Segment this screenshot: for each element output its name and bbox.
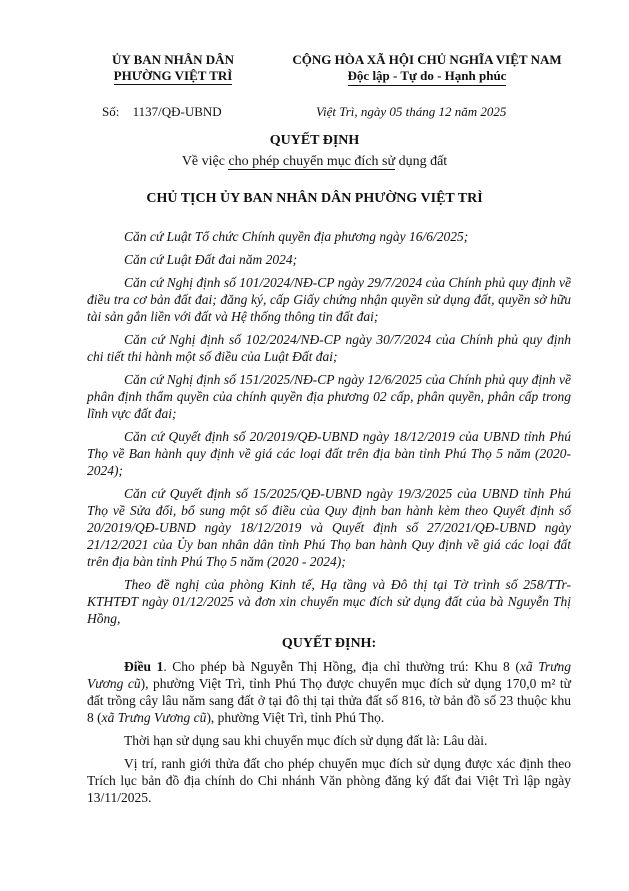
subject-suffix: dụng đất	[395, 154, 448, 169]
document-number-label: Số:	[102, 104, 120, 119]
parcel-location: Vị trí, ranh giới thửa đất cho phép chuyển mục đích sử dụng được xác định theo Trích lục bản đồ địa chính do Chi nhánh Văn phòng đăng ký đất đai Việt Trì lập ngày 13/11/2025.	[87, 756, 571, 805]
legal-basis-6: Căn cứ Quyết định số 20/2019/QĐ-UBND ngày 18/12/2019 của UBND tỉnh Phú Thọ về Ban hành quy định về giá các loại đất trên địa bàn tỉnh Phú Thọ 5 năm (2020-2024);	[87, 429, 571, 478]
document-number-value: 1137/QĐ-UBND	[132, 104, 222, 119]
legal-basis-2: Căn cứ Luật Đất đai năm 2024;	[124, 252, 298, 267]
article-1-text-a: . Cho phép bà Nguyễn Thị Hồng, địa chỉ thường trú: Khu 8 (	[163, 659, 520, 674]
org-line-1: ỦY BAN NHÂN DÂN	[112, 52, 234, 67]
article-1-text-b: ), phường Việt Trì, tỉnh Phú Thọ được chuyển mục đích sử dụng 170,0 m² từ đất trồng cây lâu năm sang đất ở tại đô thị tại thửa đất số 816, tờ bản đồ số 23 thuộc khu 8 (	[87, 676, 571, 725]
legal-basis-4: Căn cứ Nghị định số 102/2024/NĐ-CP ngày 30/7/2024 của Chính phủ quy định chi tiết thi hành một số điều của Luật Đất đai;	[87, 332, 571, 364]
issuing-official-title: CHỦ TỊCH ỦY BAN NHÂN DÂN PHƯỜNG VIỆT TRÌ	[146, 191, 483, 206]
org-line-2: PHƯỜNG VIỆT TRÌ	[113, 68, 233, 83]
article-1-old-commune-a: xã Trưng Vương cũ	[87, 659, 572, 691]
decision-heading: QUYẾT ĐỊNH:	[281, 636, 377, 651]
nation-line-1: CỘNG HÒA XÃ HỘI CHỦ NGHĨA VIỆT NAM	[292, 52, 562, 67]
article-1	[87, 658, 571, 726]
document-type: QUYẾT ĐỊNH	[269, 133, 360, 148]
subject-underlined: cho phép chuyển mục đích sử	[228, 154, 396, 169]
legal-basis-7: Căn cứ Quyết định số 15/2025/QĐ-UBND ngày 19/3/2025 của UBND tỉnh Phú Thọ về Sửa đổi, bổ sung một số điều của Quy định ban hành kèm theo Quyết định số 20/2019/QĐ-UBND ngày 18/12/2019 và Quyết định số 27/2021/QĐ-UBND ngày 21/12/2021 của Ủy ban nhân dân tỉnh Phú Thọ ban hành Quy định về giá các loại đất trên địa bàn tỉnh Phú Thọ 5 năm (2020 - 2024);	[87, 486, 571, 569]
national-header	[262, 52, 592, 86]
land-use-term: Thời hạn sử dụng sau khi chuyển mục đích sử dụng đất là: Lâu dài.	[124, 733, 488, 748]
legal-basis-1: Căn cứ Luật Tổ chức Chính quyền địa phương ngày 16/6/2025;	[124, 229, 469, 244]
article-1-old-commune-b: xã Trưng Vương cũ	[101, 710, 207, 725]
article-1-label: Điều 1	[124, 659, 164, 674]
legal-basis-5: Căn cứ Nghị định số 151/2025/NĐ-CP ngày 12/6/2025 của Chính phủ quy định về phân định thẩm quyền của chính quyền địa phương 02 cấp, phân quyền, phân cấp trong lĩnh vực đất đai;	[87, 372, 571, 421]
nation-motto: Độc lập - Tự do - Hạnh phúc	[348, 68, 507, 86]
document-number	[102, 104, 222, 120]
article-1-text-c: ), phường Việt Trì, tỉnh Phú Thọ.	[206, 710, 385, 725]
document-subject	[0, 154, 629, 170]
document-date: Việt Trì, ngày 05 tháng 12 năm 2025	[316, 104, 507, 119]
issuing-authority	[88, 52, 258, 85]
legal-basis-3: Căn cứ Nghị định số 101/2024/NĐ-CP ngày 29/7/2024 của Chính phủ quy định về điều tra cơ bản đất đai; đăng ký, cấp Giấy chứng nhận quyền sử dụng đất, quyền sở hữu tài sản gắn liền với đất và Hệ thống thông tin đất đai;	[87, 275, 571, 324]
proposal-basis: Theo đề nghị của phòng Kinh tế, Hạ tầng và Đô thị tại Tờ trình số 258/TTr-KTHTĐT ngày 01/12/2025 và đơn xin chuyển mục đích sử dụng đất của bà Nguyễn Thị Hồng,	[87, 577, 571, 626]
subject-prefix: Về việc	[181, 154, 229, 169]
document-body	[87, 228, 571, 812]
